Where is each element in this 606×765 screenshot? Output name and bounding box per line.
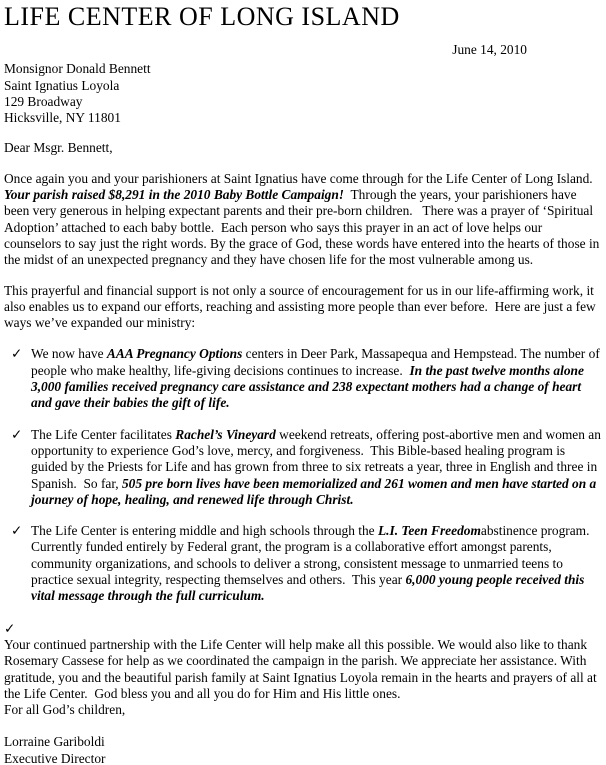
list-item-text: The Life Center is entering middle and high schools through the L.I. Teen Freedomabstinence program. Currently funded entirely by Federal grant, the program is a collaborative effort amongst parents, community organizations, and schools to deliver a strong, consistent message to unmarried teens to practice sexual integrity, respecting themselves and others. This year 6,000 young people received this vital message through the full curriculum.: [31, 523, 593, 604]
signature-title: Executive Director: [4, 750, 106, 765]
letterhead-title: LIFE CENTER OF LONG ISLAND: [4, 2, 400, 31]
checkmark-icon: ✓: [11, 426, 23, 442]
checkmark-icon: ✓: [11, 523, 23, 539]
letter-date: June 14, 2010: [452, 42, 527, 57]
list-item-text: We now have AAA Pregnancy Options centers in Deer Park, Massapequa and Hempstead. The number of people who make healthy, life-giving decisions continues to increase. In the past twelve months alone 3,000 families received pregnancy care assistance and 238 expectant mothers had a change of heart and gave their babies the gift of life.: [31, 346, 604, 411]
salutation: Dear Msgr. Bennett,: [4, 140, 113, 156]
recipient-name: Monsignor Donald Bennett: [4, 61, 151, 77]
recipient-street: 129 Broadway: [4, 93, 83, 109]
paragraph-campaign: Once again you and your parishioners at Saint Ignatius have come through for the Life Center of Long Island. Your parish raised $8,291 in the 2010 Baby Bottle Campaign! Through the years, your parishioners have been very generous in helping expectant parents and their pre-born children. There was a prayer of ‘Spiritual Adoption’ attached to each baby bottle. Each person who says this prayer in an act of love helps our counselors to say just the right words. By the grace of God, these words have entered into the hearts of those in the midst of an unexpected pregnancy and they have chosen life for the most vulnerable among us.: [4, 170, 603, 268]
checkmark-icon: ✓: [4, 620, 16, 636]
list-item-text: The Life Center facilitates Rachel’s Vineyard weekend retreats, offering post-abortive men and women an opportunity to experience God’s love, mercy, and forgiveness. This Bible-based healing program is guided by the Priests for Life and has grown from three to six retreats a year, three in English and three in Spanish. So far, 505 pre born lives have been memorialized and 261 women and men have started on a journey of hope, healing, and renewed life through Christ.: [31, 426, 605, 507]
recipient-address: [4, 61, 601, 126]
signature-block: [4, 734, 601, 765]
recipient-parish: Saint Ignatius Loyola: [4, 77, 120, 93]
farewell-line: For all God’s children,: [4, 702, 126, 718]
list-item-rachels-vineyard: [4, 426, 605, 508]
closing-paragraph: Your continued partnership with the Life Center will help make all this possible. We would also like to thank Rosemary Cassese for help as we coordinated the campaign in the parish. We appreciate her assistance. With gratitude, you and the beautiful parish family at Saint Ignatius Loyola remain in the hearts and prayers of all at the Life Center. God bless you and all you do for Him and His little ones.: [4, 636, 601, 701]
checkmark-icon: ✓: [11, 346, 23, 362]
ministry-list: [4, 346, 605, 604]
list-item-teen-freedom: [4, 523, 601, 604]
paragraph-support: This prayerful and financial support is not only a source of encouragement for us in our life-affirming work, it also enables us to expand our efforts, reaching and assisting more people than ever before. Here are just a few ways we’ve expanded our ministry:: [4, 282, 600, 331]
signature-name: Lorraine Gariboldi: [4, 734, 105, 750]
list-item-pregnancy-options: [4, 346, 604, 411]
recipient-city: Hicksville, NY 11801: [4, 110, 121, 126]
